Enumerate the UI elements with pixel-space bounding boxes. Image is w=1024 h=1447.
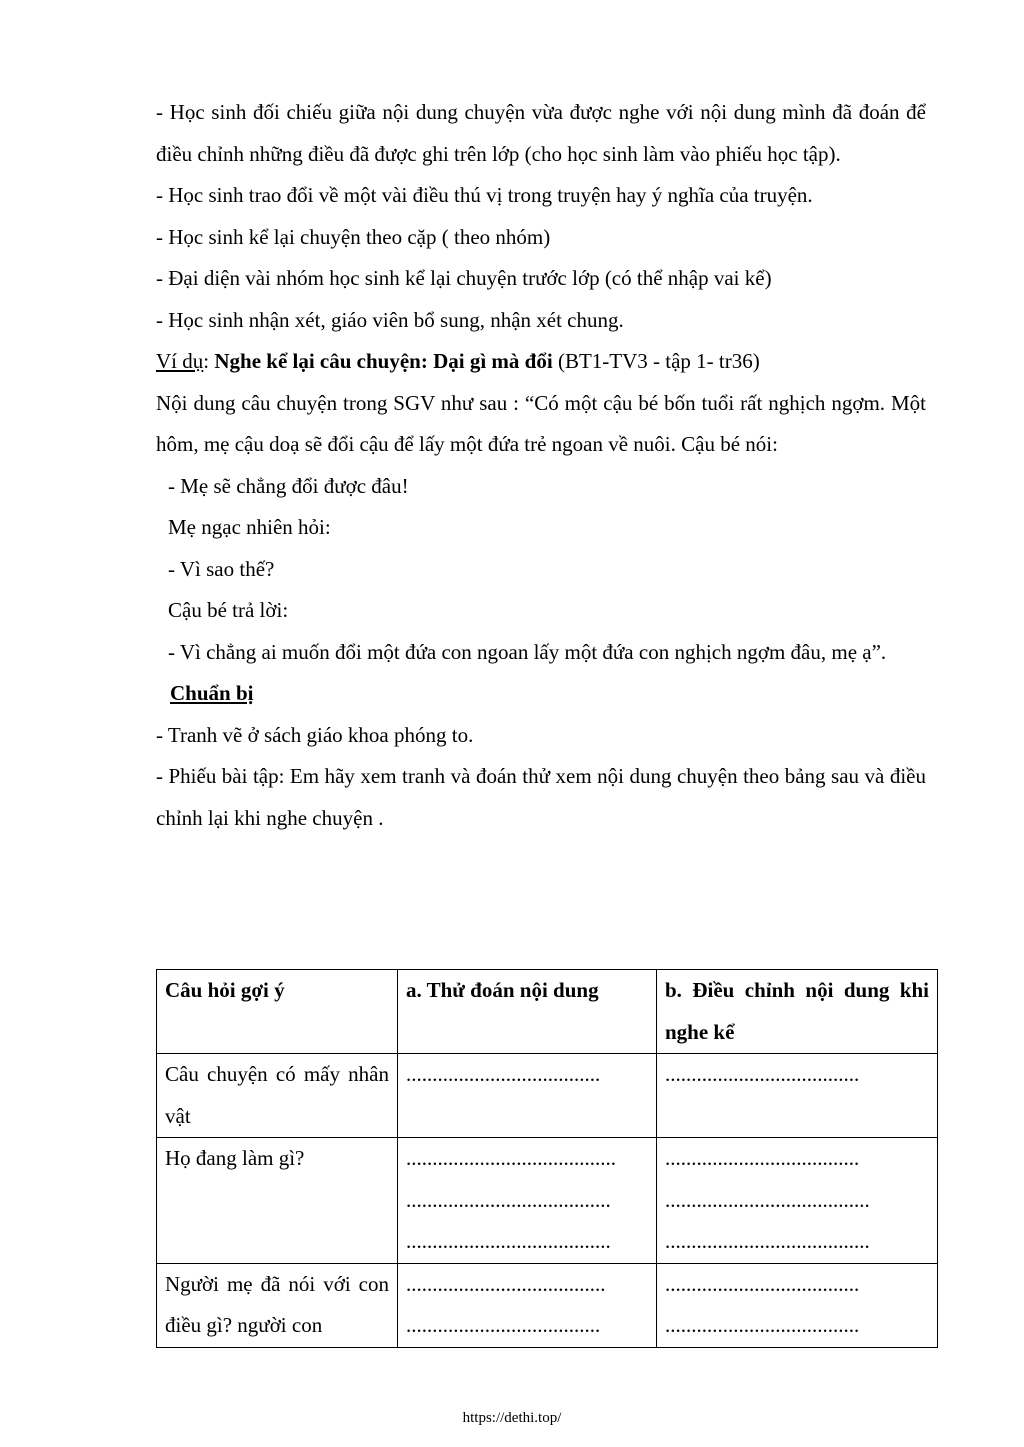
example-label: Ví dụ xyxy=(156,349,204,373)
paragraph-group-retell: - Đại diện vài nhóm học sinh kể lại chuyện trước lớp (có thể nhập vai kể) xyxy=(156,266,772,290)
footer-url[interactable]: https://dethi.top/ xyxy=(462,1410,562,1426)
table-cell-question: Câu chuyện có mấy nhân vật xyxy=(157,1054,398,1138)
story-line: - Vì chẳng ai muốn đổi một đứa con ngoan lấy một đứa con nghịch ngợm đâu, mẹ ạ”. xyxy=(168,639,887,664)
table-header-cell: Câu hỏi gợi ý xyxy=(157,970,398,1054)
table-cell-adjust xyxy=(657,1138,938,1264)
paragraph-retell-pairs: - Học sinh kể lại chuyện theo cặp ( theo nhóm) xyxy=(156,224,551,249)
paragraph-discuss: - Học sinh trao đổi về một vài điều thú vị trong truyện hay ý nghĩa của truyện. xyxy=(156,183,813,207)
paragraph-feedback: - Học sinh nhận xét, giáo viên bổ sung, nhận xét chung. xyxy=(156,307,624,332)
answer-blank[interactable]: ..................................... xyxy=(665,1313,860,1337)
example-colon: : xyxy=(203,349,215,373)
example-title: Nghe kể lại câu chuyện: Dại gì mà đổi xyxy=(214,349,553,373)
paragraph-compare: - Học sinh đối chiếu giữa nội dung chuyện vừa được nghe với nội dung mình đã đoán để điều chỉnh những điều đã được ghi trên lớp (cho học sinh làm vào phiếu học tập). xyxy=(156,100,926,166)
story-line: - Vì sao thế? xyxy=(168,556,275,581)
preparation-item: - Phiếu bài tập: Em hãy xem tranh và đoán thử xem nội dung chuyện theo bảng sau và điều chỉnh lại khi nghe chuyện . xyxy=(156,764,926,830)
answer-blank[interactable]: ..................................... xyxy=(406,1062,601,1086)
answer-blank[interactable]: ........................................ xyxy=(406,1146,616,1170)
preparation-heading: Chuẩn bị xyxy=(170,681,254,705)
table-row xyxy=(157,1054,938,1138)
table-cell-guess xyxy=(398,1054,657,1138)
table-cell-guess xyxy=(398,1263,657,1347)
table-cell-adjust xyxy=(657,1054,938,1138)
answer-blank[interactable]: ....................................... xyxy=(406,1229,611,1253)
table-cell-guess xyxy=(398,1138,657,1264)
story-line: Mẹ ngạc nhiên hỏi: xyxy=(168,515,331,539)
table-cell-adjust xyxy=(657,1263,938,1347)
table-cell-question: Người mẹ đã nói với con điều gì? người con xyxy=(157,1263,398,1347)
table-header-row xyxy=(157,970,938,1054)
table-cell-question: Họ đang làm gì? xyxy=(157,1138,398,1264)
story-line: - Mẹ sẽ chẳng đổi được đâu! xyxy=(168,473,409,498)
story-intro: Nội dung câu chuyện trong SGV như sau : “Có một cậu bé bốn tuổi rất nghịch ngợm. Một hôm, mẹ cậu doạ sẽ đổi cậu để lấy một đứa trẻ ngoan về nuôi. Cậu bé nói: xyxy=(156,390,926,456)
example-line xyxy=(156,341,926,383)
answer-blank[interactable]: ..................................... xyxy=(665,1062,860,1086)
table-header-cell: a. Thử đoán nội dung xyxy=(398,970,657,1054)
answer-blank[interactable]: ....................................... xyxy=(665,1229,870,1253)
answer-blank[interactable]: ....................................... xyxy=(665,1187,870,1212)
story-line: Cậu bé trả lời: xyxy=(168,598,289,622)
preparation-item: - Tranh vẽ ở sách giáo khoa phóng to. xyxy=(156,722,474,747)
table-header-cell: b. Điều chỉnh nội dung khi nghe kể xyxy=(657,970,938,1054)
example-reference: (BT1-TV3 - tập 1- tr36) xyxy=(552,349,760,373)
worksheet-table xyxy=(156,969,938,1348)
answer-blank[interactable]: ..................................... xyxy=(406,1313,601,1337)
answer-blank[interactable]: ..................................... xyxy=(665,1271,860,1296)
table-row xyxy=(157,1138,938,1264)
document-body xyxy=(156,92,926,839)
answer-blank[interactable]: ....................................... xyxy=(406,1187,611,1212)
answer-blank[interactable]: ...................................... xyxy=(406,1271,606,1296)
table-row xyxy=(157,1263,938,1347)
answer-blank[interactable]: ..................................... xyxy=(665,1146,860,1170)
